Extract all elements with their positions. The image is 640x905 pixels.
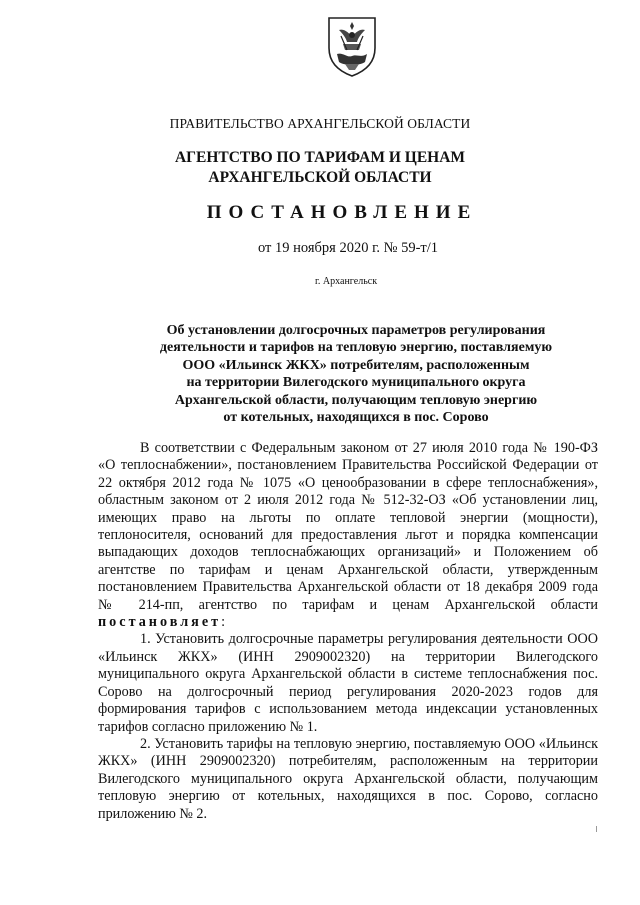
government-name: ПРАВИТЕЛЬСТВО АРХАНГЕЛЬСКОЙ ОБЛАСТИ xyxy=(169,116,471,131)
agency-name-line1: АГЕНТСТВО ПО ТАРИФАМ И ЦЕНАМ xyxy=(174,149,466,166)
document-type-title: ПОСТАНОВЛЕНИЕ xyxy=(206,202,478,223)
page-mark xyxy=(596,826,597,832)
coat-of-arms-emblem xyxy=(325,14,379,78)
preamble-text: В соответствии с Федеральным законом от 27 июля 2010 года № 190-ФЗ «О теплоснабжении», постановлением Правительства Российской Федерации от 22 октября 2012 года № 1075 «О ценообразовании в сфере теплоснабжения», областным законом от 2 июля 2012 года № 512-32-ОЗ «Об установлении лиц, имеющих право на льготы по оплате тепловой энергии (мощности), теплоносителя, оснований для предоставления льгот и порядка компенсации выпадающих доходов теплоснабжающих организаций» и Положением об агентстве по тарифам и ценам Архангельской области, утвержденным постановлением Правительства Архангельской области от 18 декабря 2009 года № 214-пп, агентство по тарифам и ценам Архангельской области xyxy=(98,440,598,613)
document-subject xyxy=(36,322,640,426)
subject-line: Архангельской области, получающим тепловую энергию xyxy=(174,392,538,408)
document-date-number: от 19 ноября 2020 г. № 59-т/1 xyxy=(257,240,439,256)
preamble-paragraph: В соответствии с Федеральным законом от 27 июля 2010 года № 190-ФЗ «О теплоснабжении», постановлением Правительства Российской Федерации от 22 октября 2012 года № 1075 «О ценообразовании в сфере теплоснабжения», областным законом от 2 июля 2012 года № 512-32-ОЗ «Об установлении лиц, имеющих право на льготы по оплате тепловой энергии (мощности), теплоносителя, оснований для предоставления льгот и порядка компенсации выпадающих доходов теплоснабжающих организаций» и Положением об агентстве по тарифам и ценам Архангельской области, утвержденным постановлением Правительства Архангельской области от 18 декабря 2009 года № 214-пп, агентство по тарифам и ценам Архангельской области постановляет: xyxy=(98,440,598,631)
item-1-paragraph: 1. Установить долгосрочные параметры регулирования деятельности ООО «Ильинск ЖКХ» (ИНН 2909002320) на территории Вилегодского муниципального округа Архангельской области в системе теплоснабжения пос. Сорово на долгосрочный период регулирования 2020-2023 годов для формирования тарифов с использованием метода индексации установленных тарифов согласно приложению № 1. xyxy=(98,631,598,735)
subject-line: от котельных, находящихся в пос. Сорово xyxy=(223,410,489,426)
agency-name-line2: АРХАНГЕЛЬСКОЙ ОБЛАСТИ xyxy=(208,169,432,186)
subject-line: ООО «Ильинск ЖКХ» потребителям, расположенным xyxy=(182,357,530,373)
document-city: г. Архангельск xyxy=(314,276,378,287)
agency-name xyxy=(0,148,640,188)
document-body xyxy=(98,440,598,823)
item-2-paragraph: 2. Установить тарифы на тепловую энергию, поставляемую ООО «Ильинск ЖКХ» (ИНН 2909002320) потребителям, расположенным на территории Вилегодского муниципального округа Архангельской области, получающим тепловую энергию от котельных, находящихся в пос. Сорово, согласно приложению № 2. xyxy=(98,735,598,822)
subject-line: на территории Вилегодского муниципального округа xyxy=(186,375,526,391)
resolves-keyword: постановляет xyxy=(98,614,222,631)
subject-line: деятельности и тарифов на тепловую энергию, поставляемую xyxy=(159,340,553,356)
subject-line: Об установлении долгосрочных параметров регулирования xyxy=(166,323,546,338)
